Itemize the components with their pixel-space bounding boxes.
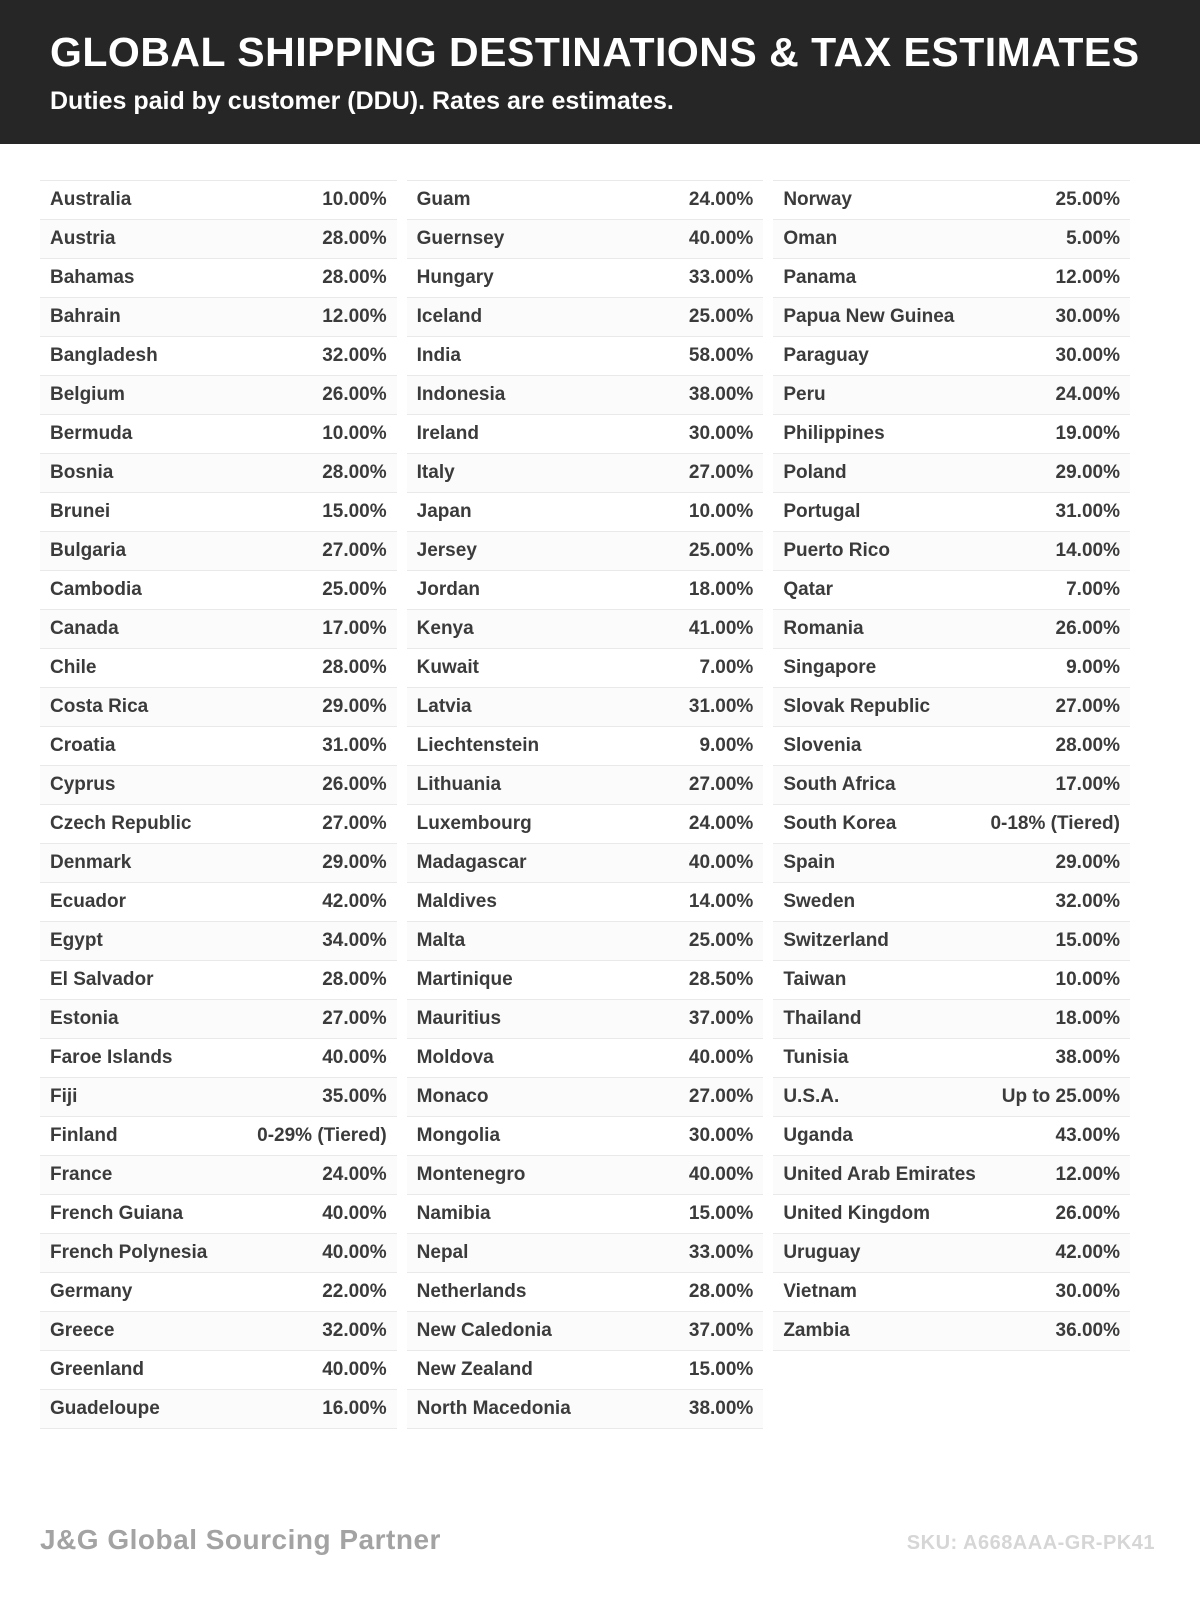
country-name: Bahamas — [50, 267, 135, 289]
country-name: Sweden — [783, 891, 856, 913]
table-row — [773, 610, 1130, 649]
table-row — [407, 376, 764, 415]
table-row — [407, 688, 764, 727]
table-row — [773, 883, 1130, 922]
country-name: Jordan — [416, 579, 481, 601]
page-footer — [40, 1524, 1155, 1556]
tax-rate: 30.00% — [1055, 306, 1120, 328]
table-row — [40, 571, 397, 610]
tax-rate: 10.00% — [1055, 969, 1120, 991]
tax-rate: 27.00% — [322, 540, 387, 562]
country-name: Spain — [783, 852, 836, 874]
tax-rate: 28.00% — [322, 969, 387, 991]
table-row — [407, 337, 764, 376]
table-row — [773, 1078, 1130, 1117]
country-name: Costa Rica — [50, 696, 149, 718]
country-name: Puerto Rico — [783, 540, 890, 562]
tax-rate: 25.00% — [1055, 189, 1120, 211]
tax-rate: 40.00% — [688, 852, 754, 874]
tax-rate: 26.00% — [1055, 1203, 1120, 1225]
tax-rate: 18.00% — [1055, 1008, 1120, 1030]
country-name: Croatia — [50, 735, 116, 757]
table-row — [773, 220, 1130, 259]
tax-rate: 38.00% — [688, 1398, 754, 1420]
country-name: North Macedonia — [416, 1398, 571, 1420]
tax-rate: 28.00% — [322, 462, 387, 484]
table-row — [773, 571, 1130, 610]
tax-rate: 10.00% — [322, 423, 387, 445]
table-row — [407, 532, 764, 571]
table-row — [40, 766, 397, 805]
country-name: Zambia — [783, 1320, 850, 1342]
table-row — [773, 961, 1130, 1000]
table-row — [407, 1312, 764, 1351]
tax-rate: 37.00% — [688, 1008, 754, 1030]
tax-rate: 17.00% — [322, 618, 387, 640]
country-name: Latvia — [416, 696, 472, 718]
tax-rate: 7.00% — [699, 657, 754, 679]
table-row — [40, 922, 397, 961]
country-name: Madagascar — [416, 852, 527, 874]
table-row — [40, 883, 397, 922]
table-row — [773, 493, 1130, 532]
table-row — [773, 1195, 1130, 1234]
table-row — [407, 1078, 764, 1117]
tax-rate: 27.00% — [322, 813, 387, 835]
table-row — [40, 259, 397, 298]
table-row — [40, 1195, 397, 1234]
country-name: Nepal — [416, 1242, 469, 1264]
country-name: Poland — [783, 462, 847, 484]
country-name: Mongolia — [416, 1125, 501, 1147]
table-row — [40, 1039, 397, 1078]
table-row — [773, 805, 1130, 844]
tax-rate: 35.00% — [322, 1086, 387, 1108]
sku-label: SKU: A668AAA-GR-PK41 — [906, 1532, 1155, 1554]
tax-rate: 9.00% — [1066, 657, 1120, 679]
tax-rate: 30.00% — [688, 423, 754, 445]
tax-rate: 40.00% — [688, 1164, 754, 1186]
country-name: New Caledonia — [416, 1320, 552, 1342]
country-name: Philippines — [783, 423, 885, 445]
tax-rate: 38.00% — [688, 384, 754, 406]
tax-rate: 43.00% — [1055, 1125, 1120, 1147]
tax-rate: 27.00% — [688, 774, 754, 796]
table-row — [773, 922, 1130, 961]
table-row — [773, 1234, 1130, 1273]
table-row — [40, 454, 397, 493]
tax-rate: 40.00% — [688, 1047, 754, 1069]
country-name: South Korea — [783, 813, 897, 835]
country-name: Bermuda — [50, 423, 133, 445]
table-row — [773, 181, 1130, 220]
table-row — [773, 844, 1130, 883]
country-name: Germany — [50, 1281, 133, 1303]
country-name: Singapore — [783, 657, 877, 679]
tax-rate: 29.00% — [1055, 852, 1120, 874]
tax-rate: 12.00% — [1055, 267, 1120, 289]
tax-rate: 26.00% — [1055, 618, 1120, 640]
country-name: Guernsey — [416, 228, 505, 250]
table-column-1 — [40, 180, 397, 1429]
tax-rate: 25.00% — [322, 579, 387, 601]
table-row — [773, 1039, 1130, 1078]
tax-rate: 42.00% — [322, 891, 387, 913]
table-column-2 — [407, 180, 764, 1429]
country-name: Greece — [50, 1320, 115, 1342]
table-row — [40, 961, 397, 1000]
tax-rate: 28.00% — [1055, 735, 1120, 757]
tax-rate: 40.00% — [322, 1242, 387, 1264]
tax-rate: 29.00% — [322, 852, 387, 874]
table-row — [40, 1000, 397, 1039]
country-name: Faroe Islands — [50, 1047, 173, 1069]
country-name: Bangladesh — [50, 345, 158, 367]
table-row — [40, 1078, 397, 1117]
country-name: New Zealand — [416, 1359, 533, 1381]
country-name: Panama — [783, 267, 857, 289]
country-name: Kuwait — [416, 657, 479, 679]
country-name: Portugal — [783, 501, 861, 523]
tax-rate: 58.00% — [688, 345, 754, 367]
table-row — [40, 1351, 397, 1390]
tax-rate: 32.00% — [322, 345, 387, 367]
table-row — [40, 1117, 397, 1156]
table-row — [407, 649, 764, 688]
tax-rate: 17.00% — [1055, 774, 1120, 796]
country-name: Papua New Guinea — [783, 306, 955, 328]
country-name: France — [50, 1164, 113, 1186]
country-name: Japan — [416, 501, 472, 523]
table-row — [407, 883, 764, 922]
country-name: Martinique — [416, 969, 513, 991]
country-name: Monaco — [416, 1086, 489, 1108]
tax-rate: 30.00% — [1055, 1281, 1120, 1303]
country-name: Cambodia — [50, 579, 142, 601]
country-name: Paraguay — [783, 345, 869, 367]
table-row — [40, 610, 397, 649]
table-row — [407, 766, 764, 805]
tax-rate: 33.00% — [688, 267, 754, 289]
tax-rate: Up to 25.00% — [1001, 1086, 1120, 1108]
country-name: South Africa — [783, 774, 896, 796]
tax-rate: 27.00% — [688, 1086, 754, 1108]
table-row — [773, 337, 1130, 376]
tax-rate: 24.00% — [322, 1164, 387, 1186]
tax-rate: 29.00% — [1055, 462, 1120, 484]
country-name: Belgium — [50, 384, 125, 406]
country-name: Jersey — [416, 540, 477, 562]
table-row — [40, 181, 397, 220]
table-row — [40, 1312, 397, 1351]
country-name: Guam — [416, 189, 471, 211]
table-row — [40, 1390, 397, 1429]
country-name: Ecuador — [50, 891, 127, 913]
table-row — [407, 1000, 764, 1039]
country-name: Malta — [416, 930, 466, 952]
tax-rate: 40.00% — [322, 1047, 387, 1069]
country-name: Kenya — [416, 618, 474, 640]
tax-rate: 29.00% — [322, 696, 387, 718]
country-name: Thailand — [783, 1008, 862, 1030]
country-name: Canada — [50, 618, 119, 640]
country-name: Namibia — [416, 1203, 491, 1225]
tax-rate: 14.00% — [688, 891, 754, 913]
country-name: Bosnia — [50, 462, 114, 484]
tax-rate: 24.00% — [688, 813, 754, 835]
tax-rate: 22.00% — [322, 1281, 387, 1303]
tax-rate: 32.00% — [1055, 891, 1120, 913]
country-name: Vietnam — [783, 1281, 857, 1303]
table-row — [407, 1117, 764, 1156]
country-name: Taiwan — [783, 969, 847, 991]
tax-rate: 24.00% — [1055, 384, 1120, 406]
tax-rate: 32.00% — [322, 1320, 387, 1342]
tax-rate: 28.50% — [688, 969, 754, 991]
table-row — [407, 415, 764, 454]
table-row — [40, 844, 397, 883]
table-row — [40, 1156, 397, 1195]
tax-rate: 31.00% — [688, 696, 754, 718]
table-row — [773, 259, 1130, 298]
tax-rate: 14.00% — [1055, 540, 1120, 562]
country-name: United Kingdom — [783, 1203, 931, 1225]
tax-rate: 31.00% — [1055, 501, 1120, 523]
country-name: Peru — [783, 384, 826, 406]
table-row — [407, 922, 764, 961]
tax-rate: 15.00% — [688, 1203, 754, 1225]
table-row — [773, 727, 1130, 766]
table-row — [773, 649, 1130, 688]
table-row — [40, 493, 397, 532]
table-row — [773, 1312, 1130, 1351]
country-name: Slovak Republic — [783, 696, 931, 718]
tax-rate: 5.00% — [1066, 228, 1120, 250]
tax-rate: 27.00% — [688, 462, 754, 484]
country-name: Norway — [783, 189, 852, 211]
tax-rate: 28.00% — [322, 267, 387, 289]
country-name: El Salvador — [50, 969, 154, 991]
tax-rate: 16.00% — [322, 1398, 387, 1420]
tax-rate: 28.00% — [322, 228, 387, 250]
tax-rate: 15.00% — [1055, 930, 1120, 952]
country-name: Finland — [50, 1125, 118, 1147]
tax-rate: 27.00% — [322, 1008, 387, 1030]
table-row — [773, 1273, 1130, 1312]
tax-rate: 10.00% — [688, 501, 754, 523]
country-name: Austria — [50, 228, 116, 250]
tax-rate: 30.00% — [688, 1125, 754, 1147]
country-name: Hungary — [416, 267, 494, 289]
tax-rate: 26.00% — [322, 384, 387, 406]
country-name: Switzerland — [783, 930, 889, 952]
tax-rate: 0-18% (Tiered) — [990, 813, 1120, 835]
tax-rate: 27.00% — [1055, 696, 1120, 718]
table-row — [773, 415, 1130, 454]
country-name: Australia — [50, 189, 132, 211]
table-row — [407, 1039, 764, 1078]
country-name: Maldives — [416, 891, 497, 913]
table-row — [773, 1156, 1130, 1195]
country-name: Netherlands — [416, 1281, 527, 1303]
tax-rate: 26.00% — [322, 774, 387, 796]
country-name: Uruguay — [783, 1242, 861, 1264]
country-name: Romania — [783, 618, 864, 640]
table-row — [773, 766, 1130, 805]
country-name: Montenegro — [416, 1164, 526, 1186]
tax-rate: 18.00% — [688, 579, 754, 601]
country-name: Tunisia — [783, 1047, 849, 1069]
table-row — [40, 532, 397, 571]
tax-rate: 7.00% — [1066, 579, 1120, 601]
table-row — [407, 493, 764, 532]
table-row — [407, 727, 764, 766]
country-name: Liechtenstein — [416, 735, 540, 757]
country-name: U.S.A. — [783, 1086, 840, 1108]
country-name: Bahrain — [50, 306, 121, 328]
page-header — [0, 0, 1200, 144]
country-name: Qatar — [783, 579, 833, 601]
country-name: Luxembourg — [416, 813, 532, 835]
country-name: Egypt — [50, 930, 103, 952]
country-name: India — [416, 345, 461, 367]
country-name: United Arab Emirates — [783, 1164, 976, 1186]
table-row — [407, 259, 764, 298]
table-row — [773, 1000, 1130, 1039]
table-row — [40, 376, 397, 415]
country-name: Uganda — [783, 1125, 854, 1147]
table-row — [773, 532, 1130, 571]
tax-rate: 10.00% — [322, 189, 387, 211]
country-name: Iceland — [416, 306, 483, 328]
tax-rate: 24.00% — [688, 189, 754, 211]
table-row — [407, 1351, 764, 1390]
country-name: Estonia — [50, 1008, 119, 1030]
tax-rate: 12.00% — [322, 306, 387, 328]
table-row — [773, 376, 1130, 415]
tax-rate: 30.00% — [1055, 345, 1120, 367]
tax-rate: 33.00% — [688, 1242, 754, 1264]
country-name: Fiji — [50, 1086, 78, 1108]
country-name: Guadeloupe — [50, 1398, 160, 1420]
tax-rate: 40.00% — [322, 1203, 387, 1225]
table-row — [40, 805, 397, 844]
table-row — [40, 1273, 397, 1312]
country-name: Indonesia — [416, 384, 506, 406]
tax-rate: 9.00% — [699, 735, 754, 757]
tax-rate: 36.00% — [1055, 1320, 1120, 1342]
table-row — [407, 571, 764, 610]
tax-rate: 41.00% — [688, 618, 754, 640]
table-row — [40, 649, 397, 688]
table-row — [407, 844, 764, 883]
country-name: French Polynesia — [50, 1242, 208, 1264]
tax-rate: 19.00% — [1055, 423, 1120, 445]
table-row — [407, 181, 764, 220]
tax-rate: 28.00% — [322, 657, 387, 679]
tax-rate: 12.00% — [1055, 1164, 1120, 1186]
table-row — [407, 298, 764, 337]
table-row — [40, 220, 397, 259]
table-row — [40, 298, 397, 337]
tax-rate-table — [40, 180, 1130, 1429]
table-row — [407, 961, 764, 1000]
country-name: Oman — [783, 228, 838, 250]
table-row — [407, 454, 764, 493]
country-name: Lithuania — [416, 774, 502, 796]
tax-rate: 34.00% — [322, 930, 387, 952]
table-row — [40, 1234, 397, 1273]
table-row — [773, 454, 1130, 493]
country-name: Mauritius — [416, 1008, 502, 1030]
table-row — [773, 688, 1130, 727]
brand-name: J&G Global Sourcing Partner — [40, 1524, 441, 1555]
tax-rate: 15.00% — [688, 1359, 754, 1381]
country-name: Italy — [416, 462, 455, 484]
table-row — [40, 727, 397, 766]
table-row — [407, 610, 764, 649]
country-name: Moldova — [416, 1047, 494, 1069]
tax-rate: 40.00% — [688, 228, 754, 250]
table-row — [407, 1273, 764, 1312]
table-row — [407, 805, 764, 844]
tax-rate: 15.00% — [322, 501, 387, 523]
table-row — [40, 337, 397, 376]
tax-rate: 25.00% — [688, 930, 754, 952]
country-name: Czech Republic — [50, 813, 192, 835]
country-name: Denmark — [50, 852, 132, 874]
tax-rate: 0-29% (Tiered) — [257, 1125, 387, 1147]
tax-rate: 37.00% — [688, 1320, 754, 1342]
tax-rate: 31.00% — [322, 735, 387, 757]
country-name: Brunei — [50, 501, 111, 523]
table-row — [773, 1117, 1130, 1156]
page-title: GLOBAL SHIPPING DESTINATIONS & TAX ESTIMATES — [50, 29, 1140, 75]
tax-rate: 38.00% — [1055, 1047, 1120, 1069]
country-name: French Guiana — [50, 1203, 184, 1225]
tax-rate: 28.00% — [688, 1281, 754, 1303]
country-name: Cyprus — [50, 774, 116, 796]
page-subtitle: Duties paid by customer (DDU). Rates are estimates. — [50, 87, 674, 116]
table-row — [407, 220, 764, 259]
table-row — [40, 415, 397, 454]
country-name: Slovenia — [783, 735, 862, 757]
country-name: Ireland — [416, 423, 479, 445]
country-name: Bulgaria — [50, 540, 127, 562]
country-name: Greenland — [50, 1359, 144, 1381]
table-row — [773, 298, 1130, 337]
table-row — [407, 1234, 764, 1273]
table-row — [40, 688, 397, 727]
country-name: Chile — [50, 657, 97, 679]
table-column-3 — [773, 180, 1130, 1351]
table-row — [407, 1195, 764, 1234]
table-row — [407, 1390, 764, 1429]
tax-rate: 25.00% — [688, 540, 754, 562]
tax-rate: 40.00% — [322, 1359, 387, 1381]
table-row — [407, 1156, 764, 1195]
tax-rate: 42.00% — [1055, 1242, 1120, 1264]
tax-rate: 25.00% — [688, 306, 754, 328]
